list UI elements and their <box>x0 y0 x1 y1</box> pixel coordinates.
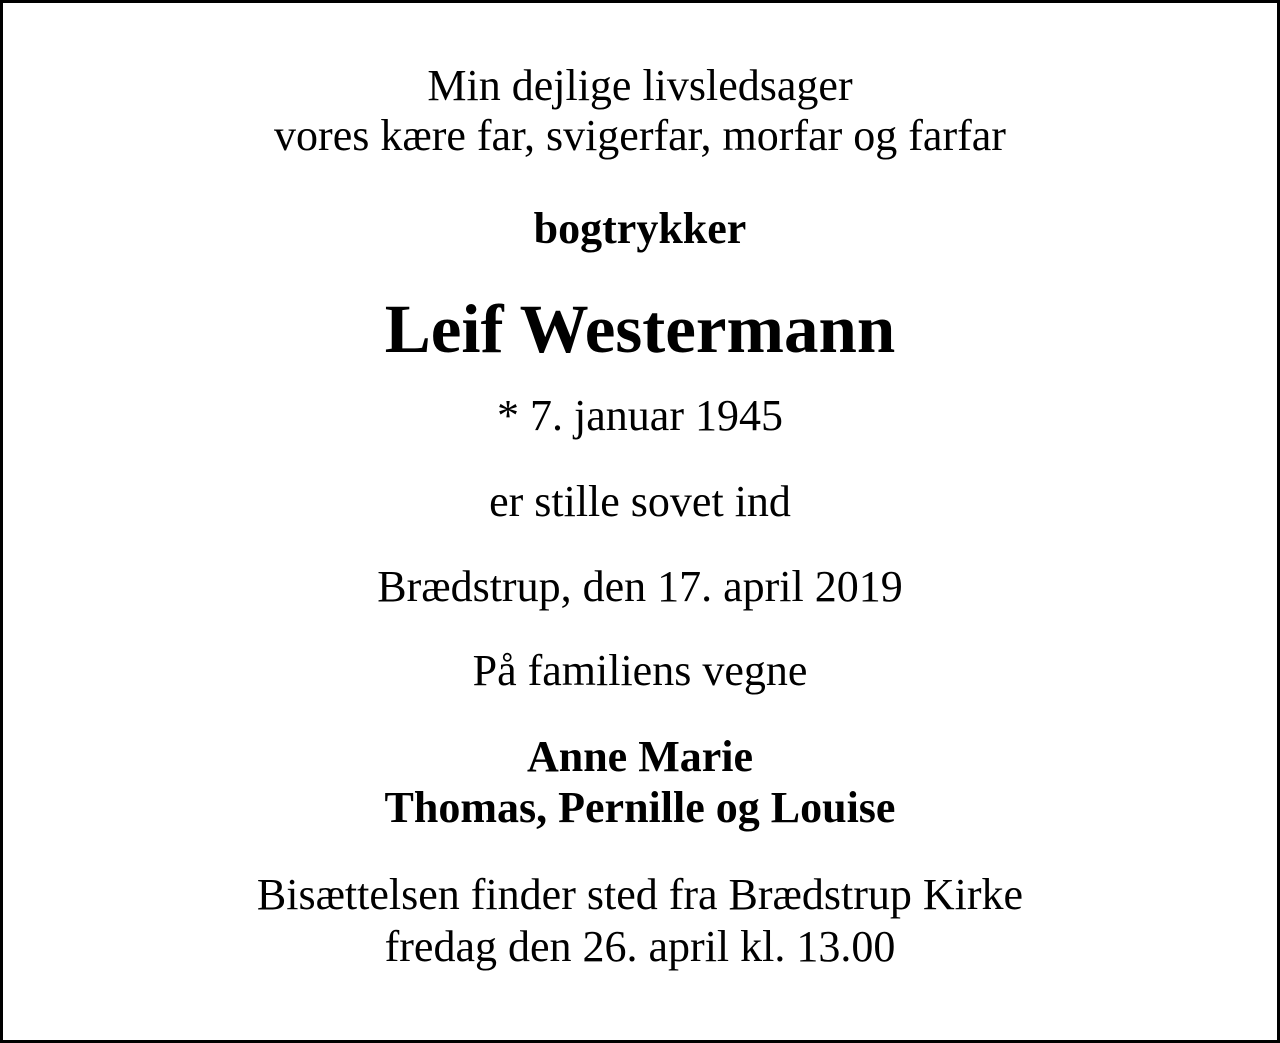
funeral-info <box>3 869 1277 973</box>
birth-date: * 7. januar 1945 <box>497 391 783 440</box>
signer-line-1: Anne Marie <box>526 732 754 781</box>
signer-line-2: Thomas, Pernille og Louise <box>384 783 896 832</box>
intro-text <box>3 61 1277 161</box>
deceased-name: Leif Westermann <box>384 291 896 367</box>
signers <box>3 731 1277 833</box>
funeral-line-2: fredag den 26. april kl. 13.00 <box>384 922 896 971</box>
profession-title: bogtrykker <box>533 204 747 253</box>
intro-line-1: Min dejlige livsledsager <box>427 61 853 110</box>
on-behalf-text: På familiens vegne <box>472 646 808 695</box>
place-and-date: Brædstrup, den 17. april 2019 <box>377 562 903 611</box>
funeral-line-1: Bisættelsen finder sted fra Brædstrup Kirke <box>256 870 1024 919</box>
passed-away-text: er stille sovet ind <box>489 477 791 526</box>
intro-line-2: vores kære far, svigerfar, morfar og farfar <box>274 111 1006 160</box>
